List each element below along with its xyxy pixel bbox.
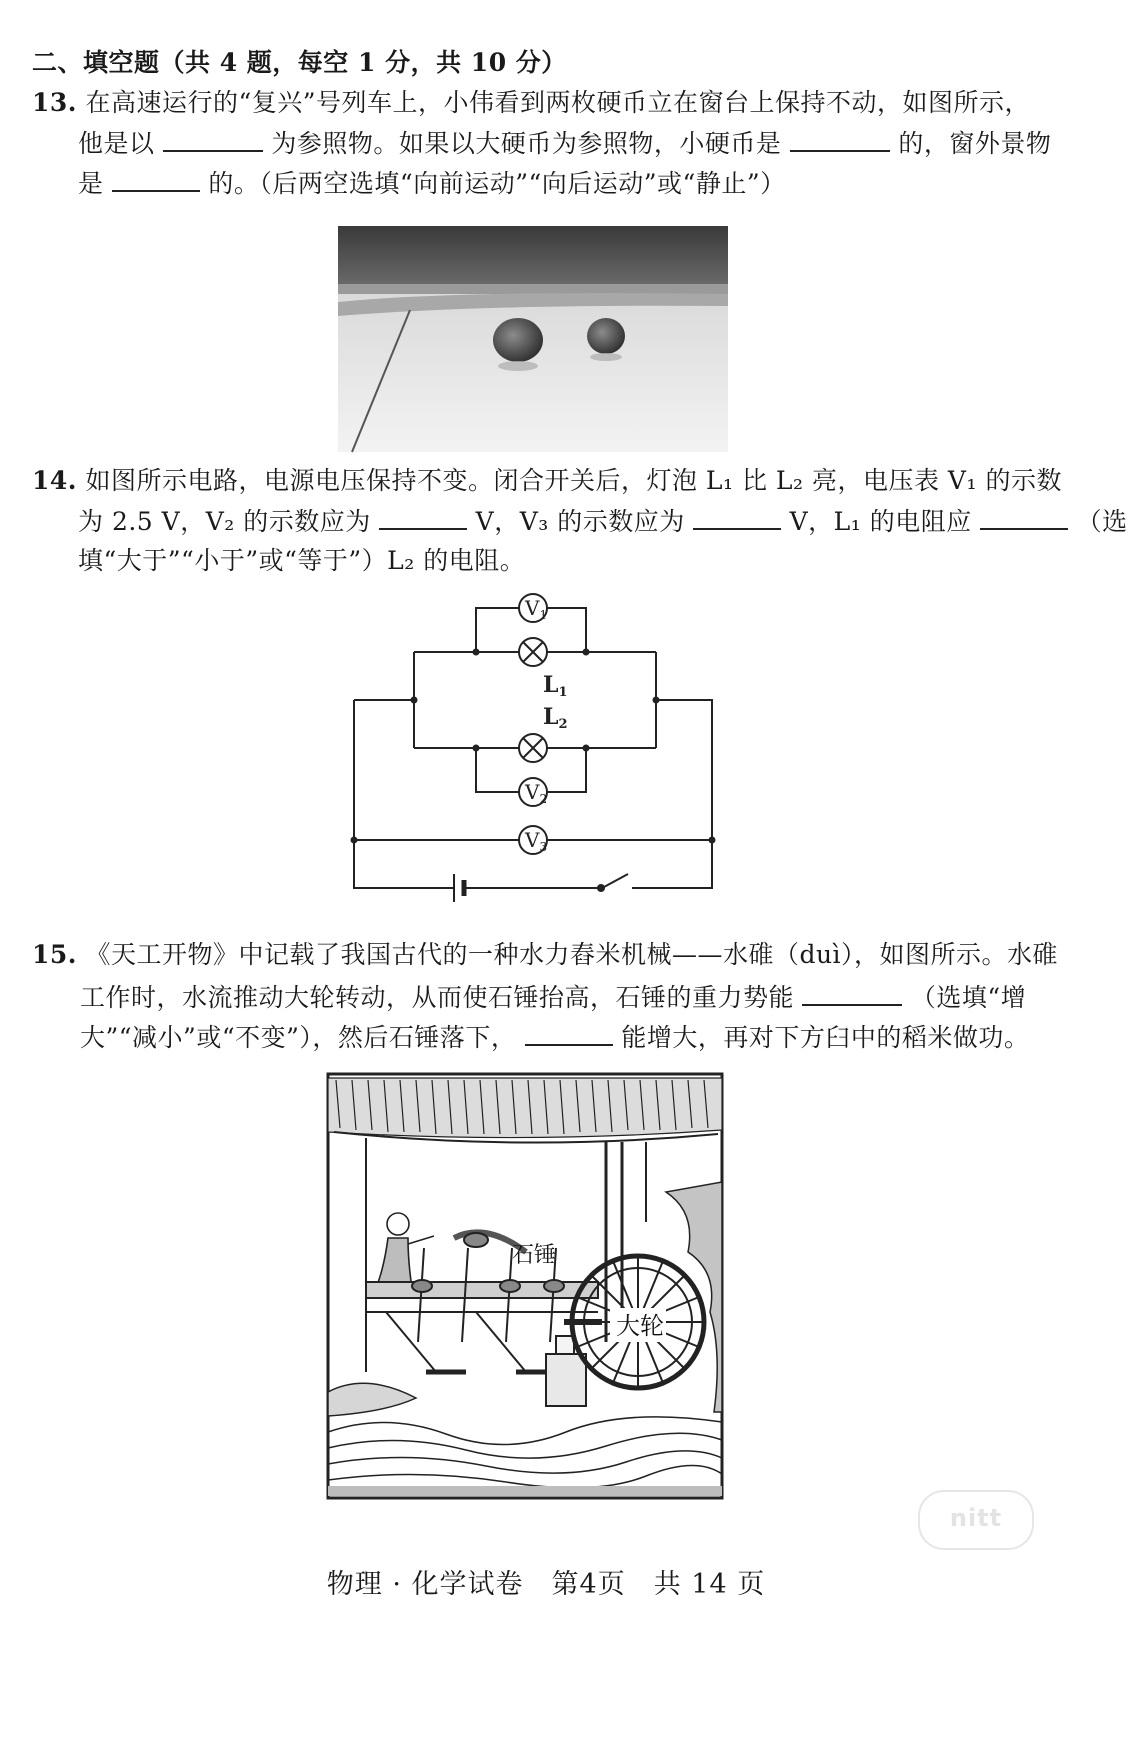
question-15-text-line2b: （选填“增 [910, 983, 1027, 1012]
answer-blank-14-2[interactable] [693, 506, 781, 530]
hammer-label: 石锤 [512, 1243, 557, 1268]
question-15-number: 15. [32, 940, 77, 969]
question-14-text-line1: 如图所示电路，电源电压保持不变。闭合开关后，灯泡 L₁ 比 L₂ 亮，电压表 V₁ 的示数 [85, 466, 1062, 495]
question-14-text-line2b: V，V₃ 的示数应为 [475, 507, 685, 536]
question-14-text-line2a: 为 2.5 V，V₂ 的示数应为 [78, 507, 371, 536]
question-15-text-line1: 《天工开物》中记载了我国古代的一种水力舂米机械——水碓（duì），如图所示。水碓 [85, 940, 1059, 969]
small-coin [587, 318, 625, 354]
question-13-text-line1: 在高速运行的“复兴”号列车上，小伟看到两枚硬币立在窗台上保持不动，如图所示， [85, 88, 1031, 117]
stone-hammer [464, 1233, 488, 1247]
question-13-text-line2a: 他是以 [78, 129, 155, 158]
l1-label: L1 [543, 672, 568, 700]
coins-photo [338, 226, 728, 452]
answer-blank-14-3[interactable] [980, 506, 1068, 530]
answer-blank-15-1[interactable] [802, 982, 902, 1006]
v3-label: $V_3$ [525, 828, 548, 854]
answer-blank-14-1[interactable] [379, 506, 467, 530]
l2-label: L2 [543, 704, 568, 732]
question-13-number: 13. [32, 88, 77, 117]
question-15-text-line3a: 大”“减小”或“不变”），然后石锤落下， [80, 1023, 517, 1052]
answer-blank-15-2[interactable] [525, 1022, 613, 1046]
page-footer: 物理 · 化学试卷 第4页 共 14 页 [326, 1569, 766, 1600]
answer-blank-13-2[interactable] [790, 128, 890, 152]
watermark-logo: nitt [918, 1490, 1034, 1550]
question-14-text-line2c: V，L₁ 的电阻应 [789, 507, 972, 536]
wheel-label: 大轮 [616, 1312, 664, 1340]
answer-blank-13-1[interactable] [163, 128, 263, 152]
question-13-text-line3b: 的。（后两空选填“向前运动”“向后运动”或“静止”） [208, 169, 786, 198]
question-14-text-line3: 填“大于”“小于”或“等于”）L₂ 的电阻。 [78, 546, 526, 575]
circuit-diagram [346, 590, 722, 908]
v2-label: $V_2$ [525, 780, 548, 806]
question-13-text-line3a: 是 [78, 169, 104, 198]
large-coin [493, 318, 543, 362]
question-14-text-line2d: （选 [1076, 507, 1128, 536]
question-13-text-line2c: 的，窗外景物 [898, 129, 1052, 158]
question-13-text-line2b: 为参照物。如果以大硬币为参照物，小硬币是 [271, 129, 782, 158]
question-15-text-line3b: 能增大，再对下方臼中的稻米做功。 [621, 1023, 1030, 1052]
v1-label: $V_1$ [525, 596, 548, 622]
section-title: 二、填空题（共 4 题，每空 1 分，共 10 分） [32, 48, 567, 77]
question-15-text-line2a: 工作时，水流推动大轮转动，从而使石锤抬高，石锤的重力势能 [80, 983, 795, 1012]
question-14-number: 14. [32, 466, 77, 495]
water-mill-illustration [326, 1072, 724, 1500]
answer-blank-13-3[interactable] [112, 168, 200, 192]
worker-figure [376, 1213, 434, 1288]
